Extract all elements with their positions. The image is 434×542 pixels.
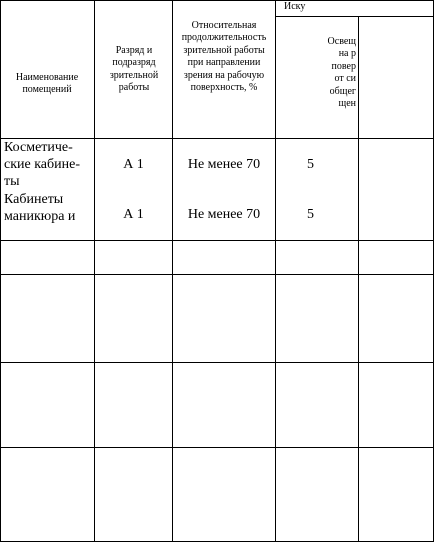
artificial-group-divider (276, 16, 434, 17)
column-divider (358, 16, 359, 542)
column-divider (275, 0, 276, 542)
header-work-duration: Относительная продолжительность зрительной работы при направлении зрения на рабочую поверхность, % (181, 20, 267, 94)
column-divider (172, 0, 173, 542)
column-divider (94, 0, 95, 542)
column-divider (0, 0, 1, 542)
header-room-name: Наименование помещений (15, 72, 79, 96)
table-row-1-name: Косметиче- ские кабине- ты (4, 140, 81, 189)
table-row-2-illuminance: 5 (307, 207, 314, 222)
header-illuminance-partial: Освещ на р повер от си общег щен (327, 36, 356, 110)
row-divider (0, 240, 434, 241)
header-visual-category: Разряд и подразряд зрительной работы (109, 45, 159, 94)
table-top-border (0, 0, 434, 1)
table-row-1-category: А 1 (123, 157, 144, 172)
row-divider (0, 362, 434, 363)
table-row-1-illuminance: 5 (307, 157, 314, 172)
row-divider (0, 274, 434, 275)
table-row-2-duration: Не менее 70 (187, 207, 261, 222)
table-row-1-duration: Не менее 70 (187, 157, 261, 172)
header-artificial-lighting: Иску (284, 1, 306, 12)
table-row-2-name: Кабинеты маникюра и (4, 192, 76, 224)
table-row-2-category: А 1 (123, 207, 144, 222)
row-divider (0, 447, 434, 448)
